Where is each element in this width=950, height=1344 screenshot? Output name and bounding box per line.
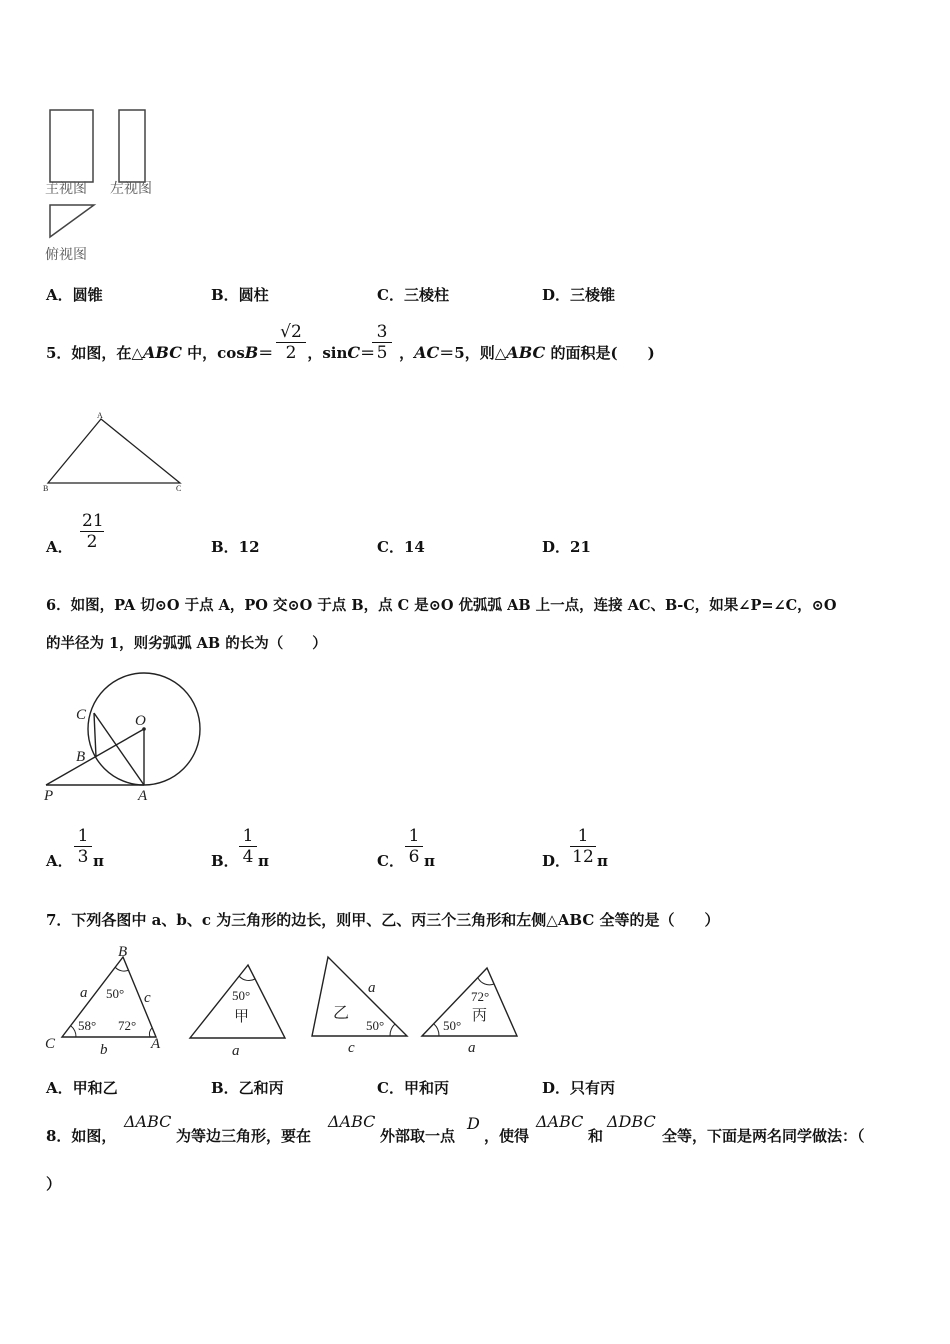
bing-side-label: a — [468, 1040, 476, 1056]
q4-option-c[interactable]: C．三棱柱 — [377, 286, 449, 304]
triangle-abc — [48, 419, 180, 483]
q6-option-b-pi: π — [258, 852, 269, 870]
jia-side-label: a — [232, 1043, 240, 1059]
q6-option-b-fraction: 1 4 — [239, 827, 257, 868]
q8-text-6: 全等，下面是两名同学做法：（ — [662, 1127, 865, 1145]
q6-option-b[interactable]: B． — [211, 852, 239, 870]
front-view-label: 主视图 — [45, 181, 87, 197]
q7-option-a[interactable]: A．甲和乙 — [46, 1079, 118, 1097]
q7-option-d[interactable]: D．只有丙 — [542, 1079, 616, 1097]
triangle-abc-diagram — [40, 405, 190, 500]
q8-math-abc-1: ΔABC — [124, 1112, 172, 1131]
top-view-triangle — [50, 205, 94, 237]
q5-option-d[interactable]: D．21 — [542, 538, 591, 556]
q6-option-a[interactable]: A． — [46, 852, 73, 870]
q6-option-a-pi: π — [93, 852, 104, 870]
circle-tangent-diagram — [40, 670, 210, 808]
q8-text-3: 外部取一点 — [380, 1127, 456, 1145]
side-b-label: b — [100, 1042, 108, 1058]
q7-option-c[interactable]: C．甲和丙 — [377, 1079, 449, 1097]
q5-sin-fraction: 3 5 — [372, 323, 392, 364]
bing-angle-72-label: 72° — [471, 989, 490, 1004]
yi-side-c-label: c — [348, 1040, 355, 1056]
triangle-bing — [422, 968, 517, 1056]
vertex-b-label: B — [118, 944, 128, 960]
top-view-label: 俯视图 — [45, 247, 87, 263]
triangle-yi — [312, 957, 407, 1056]
q6-option-c-pi: π — [424, 852, 435, 870]
vertex-a-label: A — [97, 411, 103, 420]
q8-text-1: 8．如图， — [46, 1127, 117, 1145]
yi-name-label: 乙 — [333, 1005, 350, 1022]
q8-text-line2: ） — [46, 1175, 62, 1193]
vertex-a-label: A — [151, 1036, 161, 1052]
q4-option-b[interactable]: B．圆柱 — [211, 286, 269, 304]
q8-math-abc-2: ΔABC — [328, 1112, 376, 1131]
q5-cos-fraction: √2 2 — [276, 323, 306, 364]
q6-option-c-fraction: 1 6 — [405, 827, 423, 868]
q4-option-a[interactable]: A．圆锥 — [46, 286, 103, 304]
q5-option-a[interactable]: A． — [46, 538, 73, 556]
q7-stem: 7．下列各图中 a、b、c 为三角形的边长，则甲、乙、丙三个三角形和左侧△ABC 全等的是（ ） — [46, 911, 720, 929]
point-b-label: B — [76, 749, 86, 765]
q8-text-2: 为等边三角形，要在 — [176, 1127, 312, 1145]
front-view-rect — [50, 110, 93, 182]
q4-option-d[interactable]: D．三棱锥 — [542, 286, 616, 304]
triangles-diagram — [40, 940, 530, 1060]
point-o-label: O — [135, 713, 146, 729]
bing-name-label: 丙 — [472, 1008, 488, 1024]
chord-cb — [94, 713, 96, 757]
triangle-abc-reference — [45, 944, 161, 1058]
q6-option-d[interactable]: D． — [542, 852, 571, 870]
yi-side-a-label: a — [368, 980, 376, 996]
point-p-label: P — [44, 788, 54, 804]
vertex-b-label: B — [43, 484, 49, 493]
q8-math-abc-3: ΔABC — [536, 1112, 584, 1131]
q7-option-b[interactable]: B．乙和丙 — [211, 1079, 284, 1097]
side-a-label: a — [80, 985, 88, 1001]
q6-stem-line1: 6．如图，PA 切⊙O 于点 A，PO 交⊙O 于点 B，点 C 是⊙O 优弧弧 AB 上一点，连接 AC、B‐C，如果∠P=∠C，⊙O — [46, 597, 837, 614]
q6-option-d-fraction: 1 12 — [570, 827, 596, 868]
q8-text-4: ，使得 — [484, 1127, 530, 1145]
vertex-c-label: C — [176, 484, 182, 493]
q5-stem: 5．如图，在△ABC 中，cosB＝ ，sinC＝ ，AC＝5，则△ABC 的面积是( ) — [46, 343, 655, 362]
q8-math-dbc: ΔDBC — [607, 1112, 656, 1131]
left-view-rect — [119, 110, 145, 182]
q5-option-a-fraction: 21 2 — [82, 511, 104, 552]
q5-option-b[interactable]: B．12 — [211, 538, 260, 556]
triangle-jia — [190, 965, 285, 1059]
q8-text-5: 和 — [588, 1127, 604, 1145]
side-c-label: c — [144, 990, 151, 1006]
vertex-c-label: C — [45, 1036, 56, 1052]
jia-name-label: 甲 — [234, 1009, 250, 1025]
point-c-label: C — [76, 707, 87, 723]
left-view-label: 左视图 — [110, 181, 152, 197]
jia-angle-label: 50° — [232, 988, 251, 1003]
point-a-label: A — [138, 788, 148, 804]
q6-option-a-fraction: 1 3 — [74, 827, 92, 868]
bing-angle-50-label: 50° — [443, 1018, 462, 1033]
q8-math-d: D — [467, 1114, 480, 1133]
angle-b-label: 50° — [106, 986, 125, 1001]
angle-c-label: 58° — [78, 1018, 97, 1033]
q6-option-d-pi: π — [597, 852, 608, 870]
q5-option-c[interactable]: C．14 — [377, 538, 425, 556]
q6-stem-line2: 的半径为 1，则劣弧弧 AB 的长为（ ） — [46, 635, 327, 652]
angle-a-label: 72° — [118, 1018, 137, 1033]
q6-option-c[interactable]: C． — [377, 852, 404, 870]
yi-angle-label: 50° — [366, 1018, 385, 1033]
